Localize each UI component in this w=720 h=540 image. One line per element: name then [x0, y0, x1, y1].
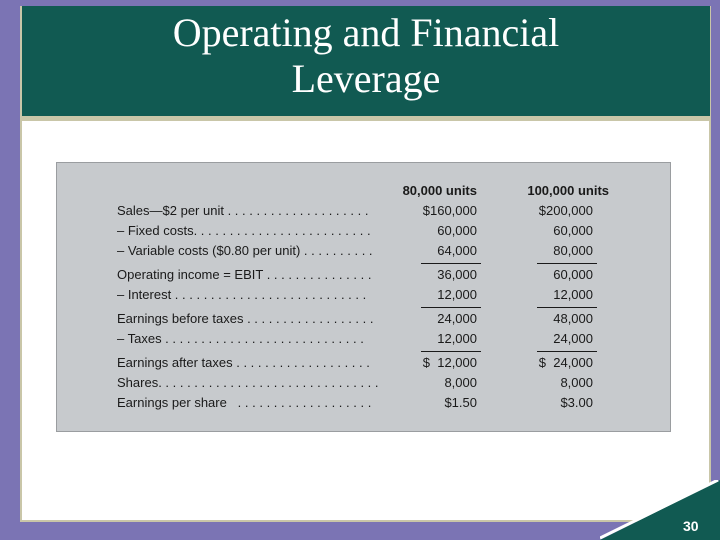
table-row	[57, 311, 670, 331]
row-value-80000: $1.50	[444, 395, 477, 410]
table-row	[57, 331, 670, 351]
subtotal-rule	[537, 351, 597, 352]
table-row	[57, 203, 670, 223]
financial-table	[56, 162, 671, 432]
row-value-80000: 36,000	[437, 267, 477, 282]
subtotal-rule	[537, 307, 597, 308]
row-value-80000: 12,000	[437, 287, 477, 302]
row-value-80000: 8,000	[444, 375, 477, 390]
title-line-1: Operating and Financial	[172, 10, 560, 55]
row-value-80000: 24,000	[437, 311, 477, 326]
row-value-80000: $ 12,000	[422, 355, 477, 370]
row-value-80000: 12,000	[437, 331, 477, 346]
title-line-2: Leverage	[291, 56, 441, 101]
table-row	[57, 375, 670, 395]
row-value-100000: 8,000	[560, 375, 593, 390]
row-label: Sales—$2 per unit . . . . . . . . . . . . . . . . . . . .	[117, 203, 369, 218]
header-100000-units: 100,000 units	[527, 183, 609, 198]
row-value-100000: 80,000	[553, 243, 593, 258]
subtotal-rule	[421, 263, 481, 264]
row-value-100000: 48,000	[553, 311, 593, 326]
row-value-100000: 60,000	[553, 267, 593, 282]
row-label: Earnings after taxes . . . . . . . . . . . . . . . . . . .	[117, 355, 370, 370]
row-value-80000: 64,000	[437, 243, 477, 258]
table-row	[57, 267, 670, 287]
row-value-80000: $160,000	[422, 203, 477, 218]
row-value-100000: $200,000	[538, 203, 593, 218]
row-label: – Fixed costs. . . . . . . . . . . . . . . . . . . . . . . . .	[117, 223, 371, 238]
subtotal-rule	[537, 263, 597, 264]
row-label: Earnings per share . . . . . . . . . . . . . . . . . . .	[117, 395, 372, 410]
corner-wedge-decoration	[600, 480, 720, 540]
table-row	[57, 355, 670, 375]
subtotal-rule	[421, 307, 481, 308]
table-row	[57, 243, 670, 263]
page-number: 30	[683, 518, 699, 534]
row-value-100000: 12,000	[553, 287, 593, 302]
table-row	[57, 223, 670, 243]
row-value-100000: $ 24,000	[538, 355, 593, 370]
header-80000-units: 80,000 units	[402, 183, 477, 198]
subtotal-rule	[421, 351, 481, 352]
row-label: – Interest . . . . . . . . . . . . . . . . . . . . . . . . . . .	[117, 287, 367, 302]
row-label: – Variable costs ($0.80 per unit) . . . . . . . . . .	[117, 243, 373, 258]
row-label: Operating income = EBIT . . . . . . . . . . . . . . .	[117, 267, 372, 282]
table-header-row	[57, 183, 670, 203]
row-value-100000: 60,000	[553, 223, 593, 238]
row-label: Earnings before taxes . . . . . . . . . . . . . . . . . .	[117, 311, 374, 326]
table-row	[57, 395, 670, 415]
row-value-100000: $3.00	[560, 395, 593, 410]
row-value-100000: 24,000	[553, 331, 593, 346]
table-row	[57, 287, 670, 307]
row-label: Shares. . . . . . . . . . . . . . . . . . . . . . . . . . . . . . .	[117, 375, 379, 390]
row-value-80000: 60,000	[437, 223, 477, 238]
row-label: – Taxes . . . . . . . . . . . . . . . . . . . . . . . . . . . .	[117, 331, 364, 346]
slide-title	[22, 10, 710, 102]
